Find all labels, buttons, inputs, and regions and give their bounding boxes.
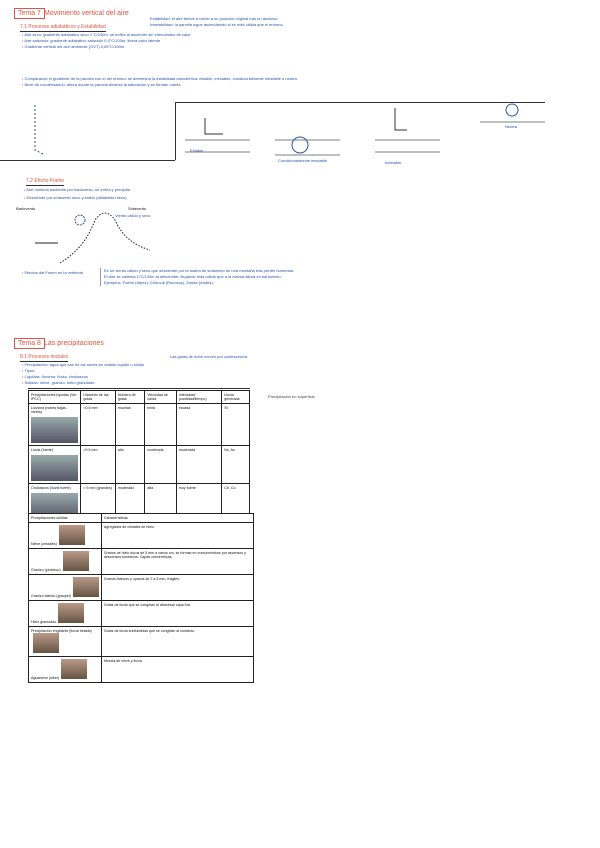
text-line: Estabilidad: el aire tiende a volver a su posición original tras un ascenso <box>150 16 278 21</box>
cell-text: Llovizna (nubes bajas, niebla) <box>31 406 67 414</box>
table-row <box>29 549 254 575</box>
text-line: • Sólidas: nieve, granizo, hielo granulado <box>22 380 144 386</box>
side-note: Precipitación en superficie <box>268 394 315 399</box>
cell-text: Cb, Cu <box>224 486 236 490</box>
table-cell <box>101 523 253 549</box>
table-row <box>29 657 254 683</box>
table-cell <box>29 575 102 601</box>
cell-text: >0,5 mm <box>83 448 98 452</box>
cell-text: muchas <box>117 406 131 410</box>
table-cell <box>176 404 221 446</box>
photo <box>63 551 89 571</box>
cell-text: Granos blancos y opacos de 2 a 5 mm, frágiles. <box>103 577 180 581</box>
tema7-sec1: 7.1 Procesos adiabáticos y Estabilidad <box>20 24 106 30</box>
label-neutra: Neutra <box>505 124 518 129</box>
column-header: Intensidad (cantidad/tiempo) <box>176 391 221 404</box>
table-cell <box>115 404 144 446</box>
cell-text: Chubascos (lluvia fuerte) <box>31 486 71 490</box>
photo <box>58 603 84 623</box>
table-cell <box>29 404 81 446</box>
table-header-row <box>29 391 250 404</box>
table-cell <box>29 446 81 484</box>
table-cell <box>81 404 116 446</box>
column-header: Precipitaciones líquidas (Ver IPCC) <box>29 391 81 404</box>
column-header: Diámetro de las gotas <box>81 391 116 404</box>
foehn-line: • Desciende por sotavento seco y cálido (adiabático seco) <box>24 195 127 201</box>
table-row <box>29 627 254 657</box>
column-header: Lluvia generada <box>222 391 250 404</box>
liquid-precip-table <box>28 390 250 522</box>
photo <box>73 577 99 597</box>
table-cell <box>176 446 221 484</box>
text-line: • Líquidas: llovizna, lluvia, chubascos <box>22 374 144 380</box>
cell-text: Aguanieve (sleet) <box>31 676 59 680</box>
cell-text: moderado <box>117 486 135 490</box>
solid-precip-table <box>28 513 254 683</box>
cell-text: Granizo blando (graupel) <box>31 594 71 598</box>
cell-text: Mezcla de nieve y lluvia <box>103 659 142 663</box>
text-line: El aire se calienta 1°C/100m al descender, llegando más cálido que a la misma altura en barlovento. <box>104 274 282 279</box>
table-row <box>29 446 250 484</box>
tema8-sec1: 8.1 Procesos iniciales <box>20 354 69 360</box>
table-header-row <box>29 514 254 523</box>
cell-text: muy fuerte <box>178 486 196 490</box>
tema8-box: Tema 8 <box>14 338 45 349</box>
cell-text: <0,5 mm <box>83 406 98 410</box>
table-cell <box>101 549 253 575</box>
text-line: Es un viento cálido y seco que desciende por la ladera de sotavento de una montaña tras perder humedad. <box>104 268 295 273</box>
table-cell <box>29 549 102 575</box>
cell-text: Lluvia (fuerte) <box>31 448 53 452</box>
table-cell <box>222 446 250 484</box>
table-cell <box>101 627 253 657</box>
text-line: • Aire saturado: gradiente adiabático saturado 0,5°C/100m, libera calor latente <box>22 38 191 44</box>
cell-text: Nieve (cristales) <box>31 542 57 546</box>
table-cell <box>101 601 253 627</box>
cell-text: lenta <box>147 406 156 410</box>
table-cell <box>145 446 176 484</box>
text-line: • Tipos: <box>22 368 144 374</box>
text-line: • Aire seco: gradiente adiabático seco 1°C/100m, se enfría al ascender sin intercambio de calor <box>22 32 191 38</box>
text-line: • Gradiente vertical del aire ambiente (GVT) 0,65°C/100m <box>22 44 191 50</box>
text-line: • Precipitación: agua que cae de las nubes en estado líquido o sólido <box>22 362 144 368</box>
photo <box>31 417 78 443</box>
table-row <box>29 601 254 627</box>
cell-text: > 5 mm (grandes) <box>83 486 112 490</box>
table-cell <box>145 404 176 446</box>
table-cell <box>101 657 253 683</box>
cell-text: St <box>224 406 228 410</box>
table-cell <box>222 404 250 446</box>
tema7-box: Tema 7 <box>14 8 45 19</box>
foehn-effects-label: • Efectos del Foehn en la vertiente <box>22 270 83 276</box>
table-row <box>29 523 254 549</box>
cell-text: Precipitación engelante (lluvia helada) <box>31 629 92 633</box>
text-line: Ejemplos: Foehn (Alpes), Chinook (Rocosas), Zonda (Andes). <box>104 280 214 285</box>
text-line: • Comparando el gradiente de la parcela con el del entorno se determina la estabilidad atmosférica: estable, inestable, condicionalmente inestable o neutra. <box>22 76 298 82</box>
column-header: Velocidad de caída <box>145 391 176 404</box>
table-row <box>29 575 254 601</box>
photo <box>59 525 85 545</box>
table-cell <box>101 575 253 601</box>
cell-text: moderada <box>147 448 164 452</box>
table-cell <box>29 523 102 549</box>
cell-text: Ns, As <box>224 448 235 452</box>
text-line: Inestabilidad: la parcela sigue ascendiendo si es más cálida que el entorno <box>150 22 283 27</box>
coalescence-note: Las gotas de nube crecen por coalescencia <box>170 354 248 359</box>
cell-text: moderada <box>178 448 195 452</box>
cell-text: Hielo granulado <box>31 620 57 624</box>
tema8-title: Las precipitaciones <box>44 340 104 347</box>
cell-text: Gotas de lluvia que se congelan al atravesar capa fría. <box>103 603 191 607</box>
barlovento-label: Barlovento <box>16 206 36 211</box>
column-header: Precipitaciones sólidas <box>29 514 102 523</box>
column-header: Características <box>101 514 253 523</box>
foehn-mountain-diagram <box>30 208 150 268</box>
sotavento-label: Sotavento <box>128 206 147 211</box>
cell-text: Agregados de cristales de hielo <box>103 525 155 529</box>
label-condicional: Condicionalmente inestable <box>278 158 328 163</box>
cell-text: alta <box>147 486 154 490</box>
table-cell <box>81 446 116 484</box>
cell-text: Gotas de lluvia subfundidas que se congelan al contacto. <box>103 629 195 633</box>
foehn-line: • Aire húmedo asciende por barlovento, se enfría y precipita <box>24 187 130 193</box>
cell-text: alto <box>117 448 124 452</box>
table-cell <box>115 446 144 484</box>
column-header: Número de gotas <box>115 391 144 404</box>
table-row <box>29 404 250 446</box>
photo <box>33 633 59 653</box>
cell-text: Granizo (pedrisco) <box>31 568 61 572</box>
photo <box>31 455 78 481</box>
table-cell <box>29 657 102 683</box>
table-cell <box>29 601 102 627</box>
foehn-wind-label: Viento cálido y seco <box>115 213 151 218</box>
label-estable: Estable <box>190 148 204 153</box>
text-line: • Nivel de condensación: altura donde la parcela alcanza la saturación y se forman nubes. <box>22 82 298 88</box>
tema7-sec2: 7.2 Efecto Foehn <box>26 178 65 184</box>
tema7-title: Movimiento vertical del aire <box>44 10 129 17</box>
table-cell <box>29 627 102 657</box>
label-inestable: Inestable <box>385 160 402 165</box>
photo <box>61 659 87 679</box>
cell-text: Granos de hielo duros de 5 mm a varios cm, se forman en cumulonimbos por ascensos y descensos sucesivos. Capas concéntricas. <box>103 551 246 559</box>
cell-text: escasa <box>178 406 191 410</box>
